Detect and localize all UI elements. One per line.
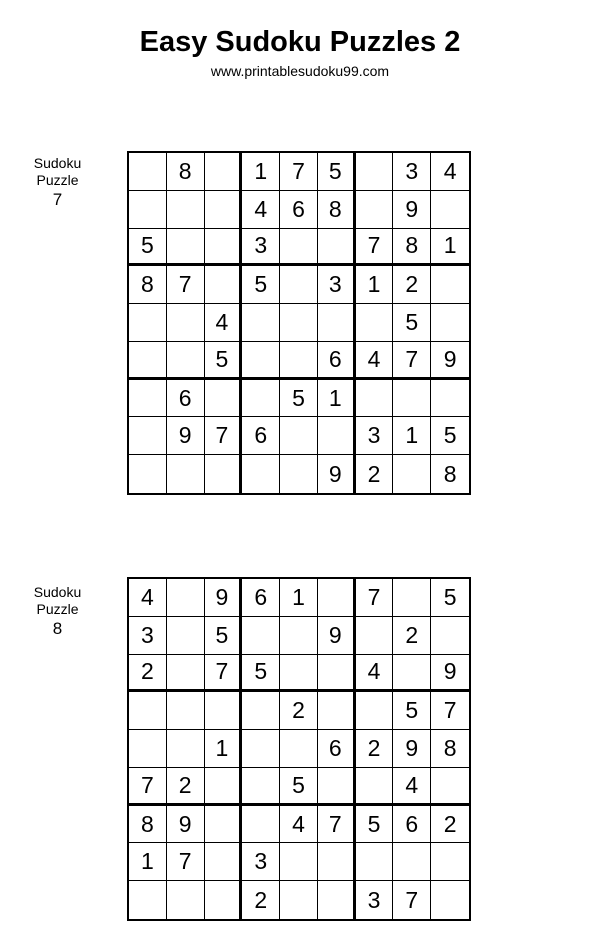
sudoku-cell[interactable] xyxy=(280,342,318,380)
website-url: www.printablesudoku99.com xyxy=(210,63,390,79)
sudoku-cell[interactable] xyxy=(318,655,356,693)
sudoku-cell[interactable]: 8 xyxy=(129,266,167,304)
sudoku-cell[interactable]: 3 xyxy=(356,417,394,455)
sudoku-cell[interactable] xyxy=(129,342,167,380)
sudoku-cell[interactable]: 5 xyxy=(431,579,469,617)
sudoku-cell[interactable]: 1 xyxy=(129,843,167,881)
sudoku-cell[interactable] xyxy=(280,455,318,493)
sudoku-cell[interactable]: 2 xyxy=(167,768,205,806)
sudoku-cell[interactable] xyxy=(242,768,280,806)
sudoku-cell[interactable]: 8 xyxy=(393,229,431,267)
sudoku-cell[interactable]: 3 xyxy=(242,843,280,881)
sudoku-cell[interactable] xyxy=(205,843,243,881)
sudoku-cell[interactable] xyxy=(318,768,356,806)
sudoku-cell[interactable]: 5 xyxy=(393,304,431,342)
puzzle-label-line1: Sudoku xyxy=(33,155,82,171)
sudoku-cell[interactable]: 6 xyxy=(318,730,356,768)
sudoku-cell[interactable]: 8 xyxy=(167,153,205,191)
sudoku-cell[interactable]: 2 xyxy=(242,881,280,919)
sudoku-cell[interactable] xyxy=(356,153,394,191)
sudoku-cell[interactable] xyxy=(356,692,394,730)
sudoku-cell[interactable] xyxy=(280,655,318,693)
sudoku-cell[interactable] xyxy=(205,191,243,229)
sudoku-cell[interactable] xyxy=(280,843,318,881)
sudoku-cell[interactable] xyxy=(393,655,431,693)
sudoku-cell[interactable]: 5 xyxy=(280,380,318,418)
sudoku-cell[interactable]: 6 xyxy=(393,806,431,844)
sudoku-cell[interactable] xyxy=(356,617,394,655)
sudoku-cell[interactable]: 8 xyxy=(431,730,469,768)
sudoku-cell[interactable] xyxy=(129,304,167,342)
sudoku-cell[interactable] xyxy=(167,730,205,768)
sudoku-cell[interactable]: 7 xyxy=(167,266,205,304)
sudoku-cell[interactable] xyxy=(242,730,280,768)
sudoku-cell[interactable] xyxy=(205,266,243,304)
sudoku-cell[interactable]: 9 xyxy=(167,806,205,844)
sudoku-cell[interactable]: 7 xyxy=(129,768,167,806)
sudoku-cell[interactable]: 8 xyxy=(129,806,167,844)
sudoku-cell[interactable] xyxy=(242,806,280,844)
sudoku-cell[interactable]: 8 xyxy=(443,460,457,487)
sudoku-cell[interactable]: 4 xyxy=(356,342,394,380)
sudoku-cell[interactable]: 5 xyxy=(356,806,394,844)
puzzle-label xyxy=(20,155,95,211)
sudoku-cell[interactable]: 1 xyxy=(356,266,394,304)
sudoku-cell[interactable] xyxy=(280,229,318,267)
sudoku-cell[interactable] xyxy=(205,229,243,267)
sudoku-cell[interactable] xyxy=(205,380,243,418)
sudoku-cell[interactable]: 5 xyxy=(318,153,356,191)
sudoku-cell[interactable]: 7 xyxy=(318,806,356,844)
sudoku-cell[interactable] xyxy=(431,843,469,881)
sudoku-cell[interactable] xyxy=(167,655,205,693)
sudoku-cell[interactable] xyxy=(356,191,394,229)
sudoku-cell[interactable] xyxy=(280,417,318,455)
sudoku-cell[interactable] xyxy=(167,455,205,493)
sudoku-cell[interactable] xyxy=(167,881,205,919)
sudoku-cell[interactable]: 1 xyxy=(242,153,280,191)
sudoku-cell[interactable]: 5 xyxy=(242,266,280,304)
sudoku-cell[interactable] xyxy=(167,617,205,655)
sudoku-cell[interactable]: 2 xyxy=(393,266,431,304)
sudoku-cell[interactable]: 2 xyxy=(356,730,394,768)
sudoku-cell[interactable] xyxy=(167,579,205,617)
puzzle-label-line2: Puzzle xyxy=(36,172,79,188)
puzzle-label-line1: Sudoku xyxy=(33,584,82,600)
sudoku-cell[interactable] xyxy=(167,304,205,342)
sudoku-cell[interactable] xyxy=(393,579,431,617)
sudoku-cell[interactable]: 6 xyxy=(318,342,356,380)
page-title: Easy Sudoku Puzzles 2 xyxy=(139,26,461,58)
sudoku-cell[interactable] xyxy=(280,881,318,919)
sudoku-cell[interactable]: 3 xyxy=(129,617,167,655)
sudoku-cell[interactable]: 7 xyxy=(205,417,243,455)
sudoku-cell[interactable]: 9 xyxy=(167,417,205,455)
sudoku-grid xyxy=(127,577,471,921)
sudoku-cell[interactable]: 1 xyxy=(280,579,318,617)
sudoku-cell[interactable]: 4 xyxy=(242,191,280,229)
sudoku-cell[interactable]: 5 xyxy=(431,417,469,455)
sudoku-cell[interactable] xyxy=(318,579,356,617)
sudoku-cell[interactable]: 9 xyxy=(393,730,431,768)
sudoku-cell[interactable] xyxy=(167,229,205,267)
sudoku-cell[interactable] xyxy=(242,617,280,655)
sudoku-cell[interactable]: 6 xyxy=(280,191,318,229)
sudoku-cell[interactable]: 2 xyxy=(280,692,318,730)
sudoku-cell[interactable]: 9 xyxy=(205,579,243,617)
sudoku-cell[interactable]: 6 xyxy=(242,417,280,455)
sudoku-cell[interactable]: 5 xyxy=(205,342,243,380)
sudoku-cell[interactable]: 6 xyxy=(242,579,280,617)
sudoku-cell[interactable] xyxy=(431,380,469,418)
sudoku-cell[interactable] xyxy=(167,342,205,380)
puzzle-number: 8 xyxy=(52,619,63,638)
sudoku-cell[interactable]: 5 xyxy=(280,768,318,806)
sudoku-cell[interactable]: 9 xyxy=(318,617,356,655)
sudoku-cell[interactable]: 3 xyxy=(318,266,356,304)
sudoku-cell[interactable] xyxy=(242,692,280,730)
sudoku-cell[interactable]: 4 xyxy=(129,579,167,617)
sudoku-cell[interactable] xyxy=(280,617,318,655)
puzzle-label xyxy=(20,584,95,640)
sudoku-cell[interactable] xyxy=(356,843,394,881)
sudoku-cell[interactable] xyxy=(356,304,394,342)
sudoku-cell[interactable] xyxy=(242,455,280,493)
sudoku-cell[interactable]: 7 xyxy=(393,342,431,380)
sudoku-cell[interactable]: 1 xyxy=(205,730,243,768)
sudoku-cell[interactable] xyxy=(129,692,167,730)
sudoku-cell[interactable] xyxy=(129,730,167,768)
sudoku-cell[interactable] xyxy=(280,266,318,304)
sudoku-cell[interactable]: 1 xyxy=(318,380,356,418)
sudoku-cell[interactable]: 4 xyxy=(205,304,243,342)
sudoku-cell[interactable]: 7 xyxy=(280,153,318,191)
sudoku-cell[interactable]: 4 xyxy=(280,806,318,844)
sudoku-grid xyxy=(127,151,471,495)
sudoku-cell[interactable]: 9 xyxy=(431,655,469,693)
sudoku-cell[interactable] xyxy=(205,806,243,844)
sudoku-cell[interactable] xyxy=(129,191,167,229)
sudoku-cell[interactable]: 4 xyxy=(431,153,469,191)
sudoku-cell[interactable] xyxy=(205,692,243,730)
sudoku-cell[interactable] xyxy=(205,153,243,191)
sudoku-cell[interactable] xyxy=(280,304,318,342)
sudoku-cell[interactable] xyxy=(242,342,280,380)
sudoku-cell[interactable] xyxy=(393,455,431,493)
sudoku-cell[interactable] xyxy=(393,380,431,418)
sudoku-cell[interactable]: 7 xyxy=(356,229,394,267)
sudoku-cell[interactable]: 3 xyxy=(393,153,431,191)
sudoku-cell[interactable]: 2 xyxy=(393,617,431,655)
sudoku-cell[interactable]: 4 xyxy=(356,655,394,693)
sudoku-cell[interactable] xyxy=(205,455,243,493)
sudoku-cell[interactable]: 8 xyxy=(318,191,356,229)
sudoku-cell[interactable] xyxy=(129,455,167,493)
sudoku-cell[interactable] xyxy=(356,380,394,418)
sudoku-cell[interactable]: 2 xyxy=(129,655,167,693)
sudoku-cell[interactable] xyxy=(318,304,356,342)
sudoku-cell[interactable]: 2 xyxy=(356,455,394,493)
sudoku-cell[interactable]: 1 xyxy=(431,229,469,267)
sudoku-cell[interactable]: 6 xyxy=(167,380,205,418)
sudoku-cell[interactable] xyxy=(129,881,167,919)
sudoku-cell[interactable]: 4 xyxy=(393,768,431,806)
sudoku-cell[interactable] xyxy=(318,417,356,455)
sudoku-cell[interactable] xyxy=(431,266,469,304)
sudoku-cell[interactable]: 7 xyxy=(393,881,431,919)
sudoku-cell[interactable] xyxy=(431,617,469,655)
sudoku-cell[interactable]: 2 xyxy=(431,806,469,844)
sudoku-cell[interactable]: 7 xyxy=(356,579,394,617)
sudoku-cell[interactable]: 1 xyxy=(393,417,431,455)
sudoku-cell[interactable] xyxy=(205,881,243,919)
sudoku-cell[interactable] xyxy=(431,304,469,342)
sudoku-cell[interactable]: 5 xyxy=(205,617,243,655)
sudoku-cell[interactable]: 3 xyxy=(356,881,394,919)
sudoku-cell[interactable]: 7 xyxy=(205,655,243,693)
sudoku-cell[interactable]: 3 xyxy=(242,229,280,267)
sudoku-cell[interactable]: 5 xyxy=(242,655,280,693)
sudoku-cell[interactable]: 7 xyxy=(431,692,469,730)
sudoku-cell[interactable] xyxy=(393,843,431,881)
sudoku-cell[interactable]: 9 xyxy=(393,191,431,229)
sudoku-cell[interactable]: 9 xyxy=(431,342,469,380)
sudoku-cell[interactable]: 9 xyxy=(318,455,356,493)
sudoku-cell[interactable] xyxy=(431,881,469,919)
sudoku-cell[interactable] xyxy=(318,692,356,730)
sudoku-cell[interactable] xyxy=(129,380,167,418)
sudoku-cell[interactable] xyxy=(242,304,280,342)
sudoku-cell[interactable] xyxy=(318,881,356,919)
sudoku-cell[interactable]: 5 xyxy=(393,692,431,730)
sudoku-cell[interactable]: 7 xyxy=(167,843,205,881)
sudoku-cell[interactable] xyxy=(205,768,243,806)
sudoku-cell[interactable] xyxy=(129,417,167,455)
sudoku-cell[interactable] xyxy=(356,768,394,806)
sudoku-cell[interactable] xyxy=(318,229,356,267)
sudoku-cell[interactable] xyxy=(129,153,167,191)
sudoku-cell[interactable] xyxy=(280,730,318,768)
puzzle-number: 7 xyxy=(52,190,63,209)
puzzle-label-line2: Puzzle xyxy=(36,601,79,617)
sudoku-cell[interactable] xyxy=(167,191,205,229)
sudoku-cell[interactable] xyxy=(318,843,356,881)
sudoku-cell[interactable] xyxy=(431,191,469,229)
sudoku-cell[interactable] xyxy=(167,692,205,730)
sudoku-cell[interactable] xyxy=(242,380,280,418)
sudoku-cell[interactable] xyxy=(431,768,469,806)
sudoku-cell[interactable]: 5 xyxy=(129,229,167,267)
